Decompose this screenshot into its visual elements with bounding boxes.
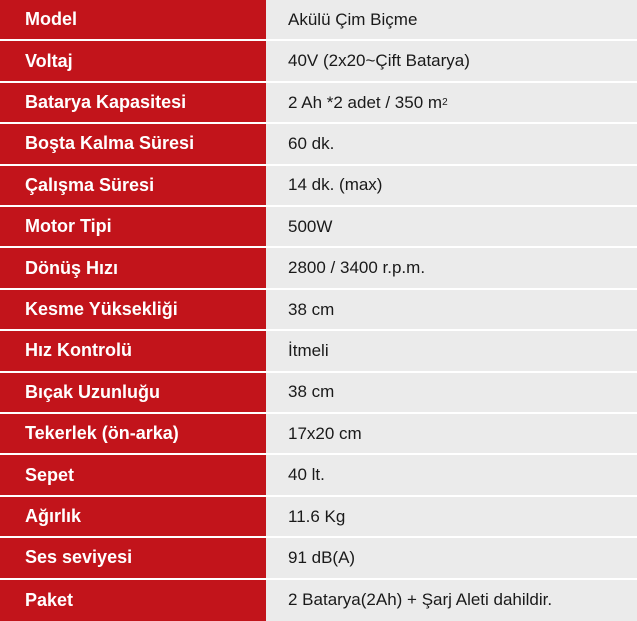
spec-row-voltaj (0, 41, 637, 82)
spec-label: Ses seviyesi (0, 538, 266, 579)
spec-label: Dönüş Hızı (0, 248, 266, 289)
spec-row-ses-seviyesi (0, 538, 637, 579)
spec-value-text: 2 Ah *2 adet / 350 m (288, 92, 443, 112)
spec-value: 38 cm (266, 290, 637, 331)
spec-value: 11.6 Kg (266, 497, 637, 538)
spec-row-model (0, 0, 637, 41)
spec-label: Sepet (0, 455, 266, 496)
spec-value: 500W (266, 207, 637, 248)
spec-value: 38 cm (266, 373, 637, 414)
spec-label: Bıçak Uzunluğu (0, 373, 266, 414)
spec-row-bosta-kalma-suresi (0, 124, 637, 165)
spec-label: Hız Kontrolü (0, 331, 266, 372)
spec-value: 2 Ah *2 adet / 350 m 2 (266, 83, 637, 124)
spec-row-calisma-suresi (0, 166, 637, 207)
spec-row-agirlik (0, 497, 637, 538)
spec-row-paket (0, 580, 637, 621)
spec-value: İtmeli (266, 331, 637, 372)
spec-row-kesme-yuksekligi (0, 290, 637, 331)
spec-label: Voltaj (0, 41, 266, 82)
spec-row-sepet (0, 455, 637, 496)
spec-value: 2800 / 3400 r.p.m. (266, 248, 637, 289)
spec-label: Boşta Kalma Süresi (0, 124, 266, 165)
spec-value: 14 dk. (max) (266, 166, 637, 207)
spec-row-tekerlek (0, 414, 637, 455)
spec-value: 60 dk. (266, 124, 637, 165)
spec-label: Motor Tipi (0, 207, 266, 248)
spec-label: Tekerlek (ön-arka) (0, 414, 266, 455)
spec-label: Çalışma Süresi (0, 166, 266, 207)
spec-value: 17x20 cm (266, 414, 637, 455)
spec-value: 2 Batarya(2Ah) + Şarj Aleti dahildir. (266, 580, 637, 621)
spec-label: Paket (0, 580, 266, 621)
spec-row-bicak-uzunlugu (0, 373, 637, 414)
spec-value: 91 dB(A) (266, 538, 637, 579)
spec-row-motor-tipi (0, 207, 637, 248)
spec-label: Kesme Yüksekliği (0, 290, 266, 331)
spec-row-batarya-kapasitesi (0, 83, 637, 124)
spec-label: Ağırlık (0, 497, 266, 538)
spec-label: Batarya Kapasitesi (0, 83, 266, 124)
spec-row-donus-hizi (0, 248, 637, 289)
spec-value: 40 lt. (266, 455, 637, 496)
spec-value: Akülü Çim Biçme (266, 0, 637, 41)
spec-row-hiz-kontrolu (0, 331, 637, 372)
spec-label: Model (0, 0, 266, 41)
spec-value: 40V (2x20~Çift Batarya) (266, 41, 637, 82)
